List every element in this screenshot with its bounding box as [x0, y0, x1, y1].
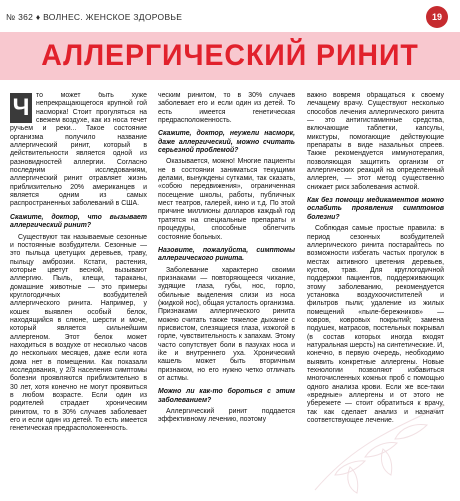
article-title: АЛЛЕРГИЧЕСКИЙ РИНИТ	[41, 39, 419, 72]
question-heading: Скажите, доктор, неужели насморк, даже аллергический, можно считать серьезной проблемой?	[158, 130, 295, 155]
leaf-decoration-icon	[295, 395, 455, 495]
intro-paragraph: то может быть хуже непрекращающегося крупной гой насморка! Стоит прогуляться на свежем воздухе, как из носа течет ручьем и реки... Такое состояние организма получило название аллергический ринит, который в действительности является одной из разновидностей аллергии. Согласно последним исследованиям, аллергический ринит отравляет жизнь приблизительно 20% американцев и является одним из самых распространенных заболеваний в США.	[10, 92, 147, 208]
body-paragraph: Соблюдая самые простые правила: в период сезонных возбудителей аллергического ринита постарайтесь по возможности избегать частых прогулок в местах активного цветения деревьев, кустов, трав. Для круглогодичной поддержки пациентов, поддерживающих этому заболеванию, рекомендуется установка воздухоочистителей и фильтров пыли; удаление из жилых помещений «пыле-бережников» — ковров, ковровых покрытий; замена подушек, матрасов, постельных покрывал (в состав которых иногда входят натуральная шерсть) на синтетические. И, конечно, в первую очередь, необходимо выявить конкретные аллергены. Новые технологии позволяют избавиться многочисленных кожных проб с помощью одного анализа крови. Если же все-таки «вредные» аллергены и от этого не убережете — стоит обратиться к врачу, так как сделает анализ и назначит соответствующее лечение.	[307, 225, 444, 425]
article-column-1	[10, 92, 147, 492]
question-heading: Можно ли как-то бороться с этим заболеванием?	[158, 388, 295, 404]
body-paragraph: Существуют так называемые сезонные и постоянные возбудители. Сезонные — это пыльца цветущих деревьев, траву, пыльцу амброзии. Кстати, растения, которые цветут весной, вызывают аллергию. Пыль, клещи, тараканы, домашние животные — это примеры круглогодичных возбудителей аллергического ринита. Например, у кошек выявлен особый белок, находящийся в слюне, шерсти и моче, который является сильнейшим аллергеном. Этот белок может находиться в воздухе от несколько часов до нескольких месяцев, даже если кота дома нет в помещении. Как показали исследования, у 2/3 населения симптомы болезни проявляются приблизительно в 30 лет, хотя конечно не могут проявиться в любом возрасте. Если один из родителей страдает хроническим ринитом, то в 30% случаев заболевает его и если один из детей. То есть имеется генетическая предрасположенность.	[10, 233, 147, 433]
body-paragraph: важно вовремя обращаться к своему лечащему врачу. Существуют несколько способов лечения аллергического ринита — это антигистаминные средства, включающие таблетки, капсулы, микстуры, помогающие действующие препараты в виде назальных спреев. Также рекомендуется иммунотерапия, позволяющая защитить организм от аллергических реакций на определенный аллерген, — этот метод существенно снижает риск заболевания астмой.	[307, 92, 444, 191]
article-column-2	[158, 92, 295, 492]
issue-line: № 362 ♦ ВОЛНЕС. ЖЕНСКОЕ ЗДОРОВЬЕ	[6, 12, 183, 22]
question-heading: Скажите, доктор, что вызывает аллергический ринит?	[10, 213, 147, 230]
dropcap-letter: Ч	[10, 93, 32, 123]
question-heading: Как без помощи медикаментов можно ослабить проявления симптомов болезни?	[307, 197, 444, 221]
page-number-badge: 19	[426, 6, 448, 28]
body-paragraph: Аллергический ринит поддается эффективному лечению, поэтому	[158, 408, 295, 424]
question-heading: Назовите, пожалуйста, симптомы аллергического ринита.	[158, 246, 295, 263]
body-paragraph: Оказывается, можно! Многие пациенты не в состоянии заниматься текущими делами, вынуждены сутками, так сказать, «собою передвижения», ограниченная посещение школы, работы, публичных мест театров, галерей, кино и т.д. По этой причине миллионы долларов каждый год тратятся на специальные препараты и процедуры, способные облегчить состояние больных.	[158, 158, 295, 241]
page-header	[0, 0, 460, 32]
dropcap-wrapper	[10, 93, 32, 123]
body-paragraph: Заболевание характерно своими признаками — повторяющееся чихание, зудящие глаза, губы, нос, горло, обильные выделения слизи из носа (жидкой нос), общая усталость организма. Признаками аллергического ринита можно считать также тяжелое дыхание с присвистом, слезящиеся глаза, изжогой в горле, чувствительность к запахам. Этому часто сопутствует боли в пазухах носа и ike и внутреннего уха. Хронический кашель может быть вторичным признаком, но его нужно четко отличать от астмы.	[158, 266, 295, 382]
body-paragraph: ческим ринитом, то в 30% случаев заболевает его и если один из детей. То есть имеется генетическая предрасположенность.	[158, 92, 295, 125]
